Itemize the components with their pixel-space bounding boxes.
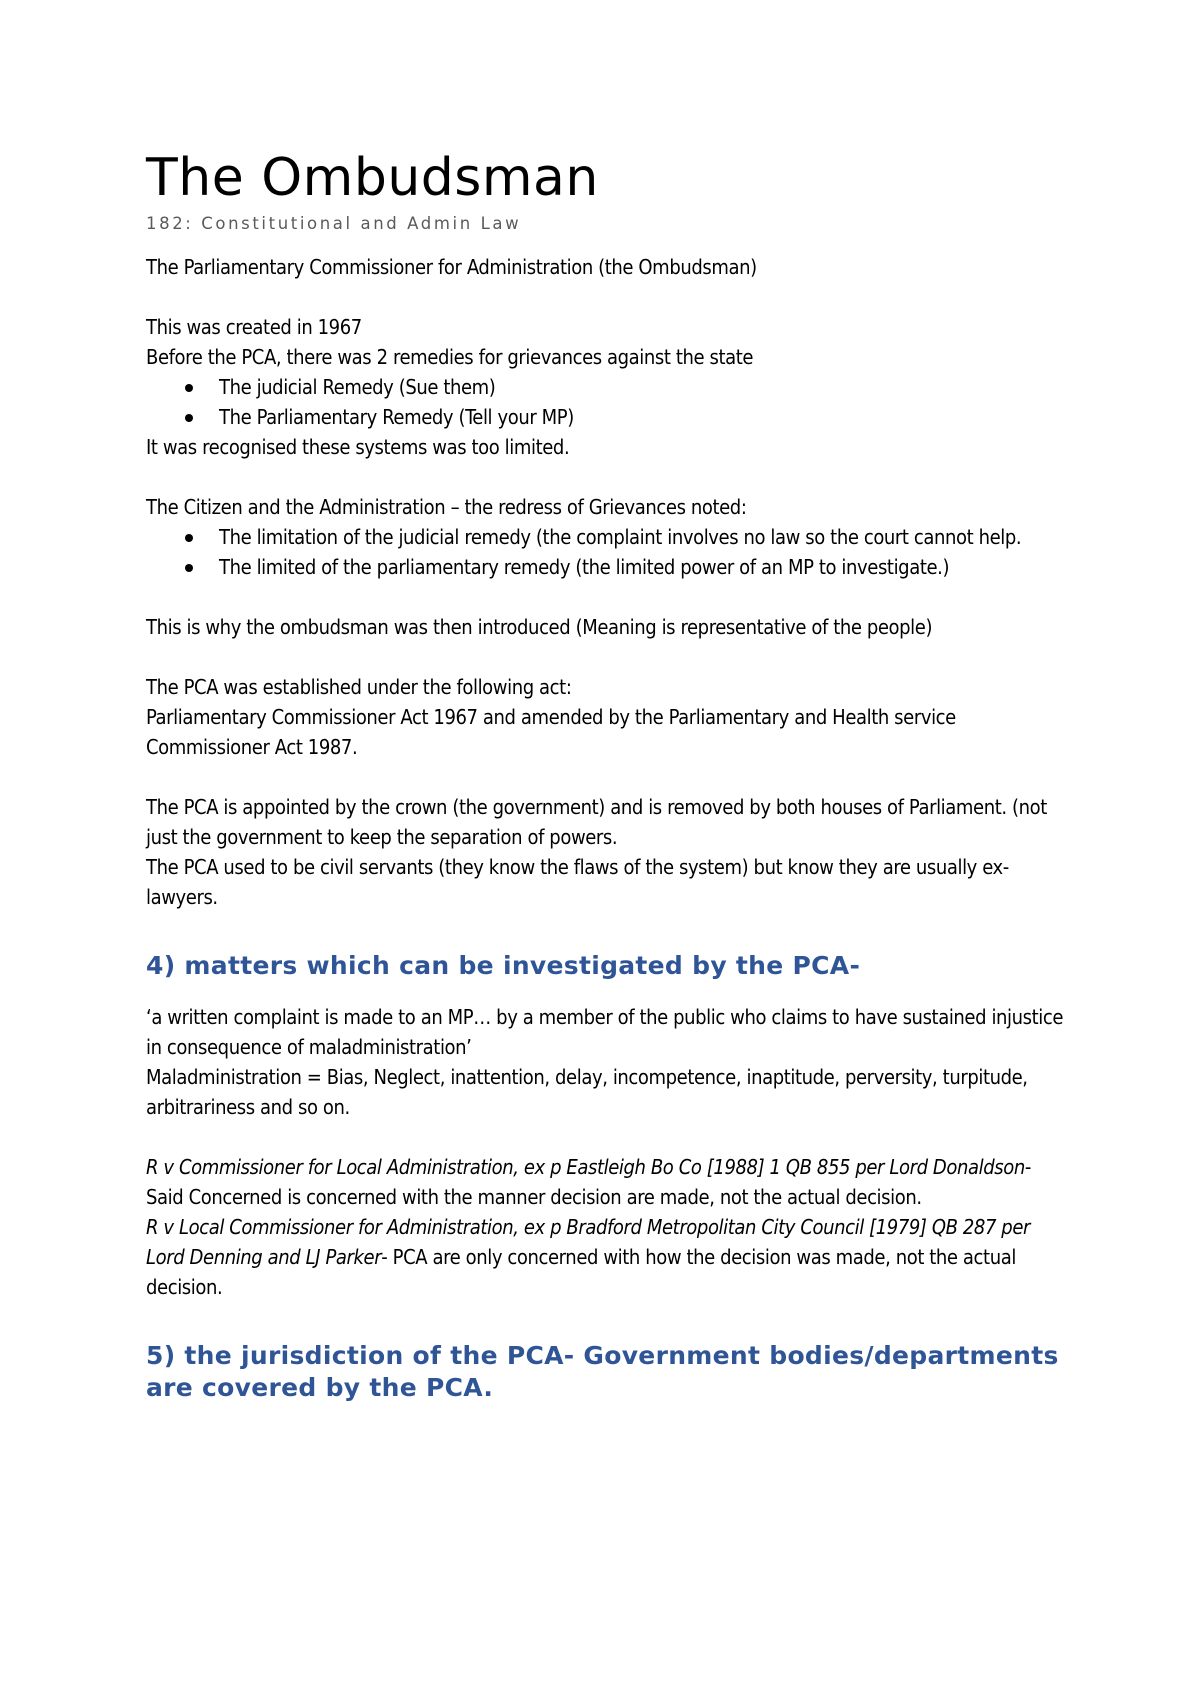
list-item (146, 372, 1066, 402)
intro-paragraph: The Parliamentary Commissioner for Administration (the Ombudsman) (146, 255, 757, 279)
maladministration-paragraph: Maladministration = Bias, Neglect, inattention, delay, incompetence, inaptitude, perversity, turpitude, arbitrariness and so on. (146, 1065, 1033, 1119)
spacer (146, 462, 1066, 492)
limitations-list (146, 522, 1066, 582)
act-paragraph: Parliamentary Commissioner Act 1967 and amended by the Parliamentary and Health service Commissioner Act 1987. (146, 705, 962, 759)
spacer (146, 642, 1066, 672)
document-title: The Ombudsman (146, 148, 599, 208)
introduced-paragraph: This is why the ombudsman was then introduced (Meaning is representative of the people) (146, 615, 933, 639)
bullet-icon (185, 384, 193, 392)
list-item-text: The Parliamentary Remedy (Tell your MP) (219, 405, 574, 429)
limited-line: It was recognised these systems was too limited. (146, 435, 570, 459)
document-subtitle: 182: Constitutional and Admin Law (146, 214, 522, 233)
spacer (146, 282, 1066, 312)
civil-servants-paragraph: The PCA used to be civil servants (they know the flaws of the system) but know they are usually ex-lawyers. (146, 855, 1009, 909)
bullet-icon (185, 534, 193, 542)
document-page (146, 148, 1069, 1404)
case-citation: R v Local Commissioner for Administration, ex p Bradford Metropolitan City Council [1979] QB 287 per Lord Denning and LJ Parker (146, 1215, 1036, 1269)
list-item (146, 552, 1066, 582)
remedies-list (146, 372, 1066, 432)
case-note: - Said Concerned is concerned with the manner decision are made, not the actual decision. (146, 1155, 1037, 1209)
spacer (146, 762, 1066, 792)
created-line: This was created in 1967 (146, 315, 362, 339)
case-citation: R v Commissioner for Local Administration, ex p Eastleigh Bo Co [1988] 1 QB 855 per Lord Donaldson (146, 1155, 1025, 1179)
section-heading-matters: 4) matters which can be investigated by the PCA- (146, 951, 861, 980)
spacer (146, 1122, 1066, 1152)
bullet-icon (185, 564, 193, 572)
established-line: The PCA was established under the following act: (146, 675, 572, 699)
list-item-text: The limited of the parliamentary remedy (the limited power of an MP to investigate.) (219, 555, 950, 579)
section-heading-jurisdiction: 5) the jurisdiction of the PCA- Government bodies/departments are covered by the PCA. (146, 1341, 1059, 1402)
list-item-text: The limitation of the judicial remedy (the complaint involves no law so the court cannot help. (219, 525, 1022, 549)
case-note: - PCA are only concerned with how the decision was made, not the actual decision. (146, 1245, 1022, 1299)
spacer (146, 582, 1066, 612)
list-item (146, 522, 1066, 552)
case-bradford (146, 1212, 1066, 1302)
list-item-text: The judicial Remedy (Sue them) (219, 375, 496, 399)
case-eastleigh (146, 1152, 1066, 1212)
remedies-line: Before the PCA, there was 2 remedies for grievances against the state (146, 345, 754, 369)
citizen-line: The Citizen and the Administration – the redress of Grievances noted: (146, 495, 747, 519)
appointed-paragraph: The PCA is appointed by the crown (the government) and is removed by both houses of Parliament. (not just the government to keep the separation of powers. (146, 795, 1053, 849)
list-item (146, 402, 1066, 432)
complaint-quote: ‘a written complaint is made to an MP… by a member of the public who claims to have sustained injustice in consequence of maladministration’ (146, 1005, 1069, 1059)
bullet-icon (185, 414, 193, 422)
